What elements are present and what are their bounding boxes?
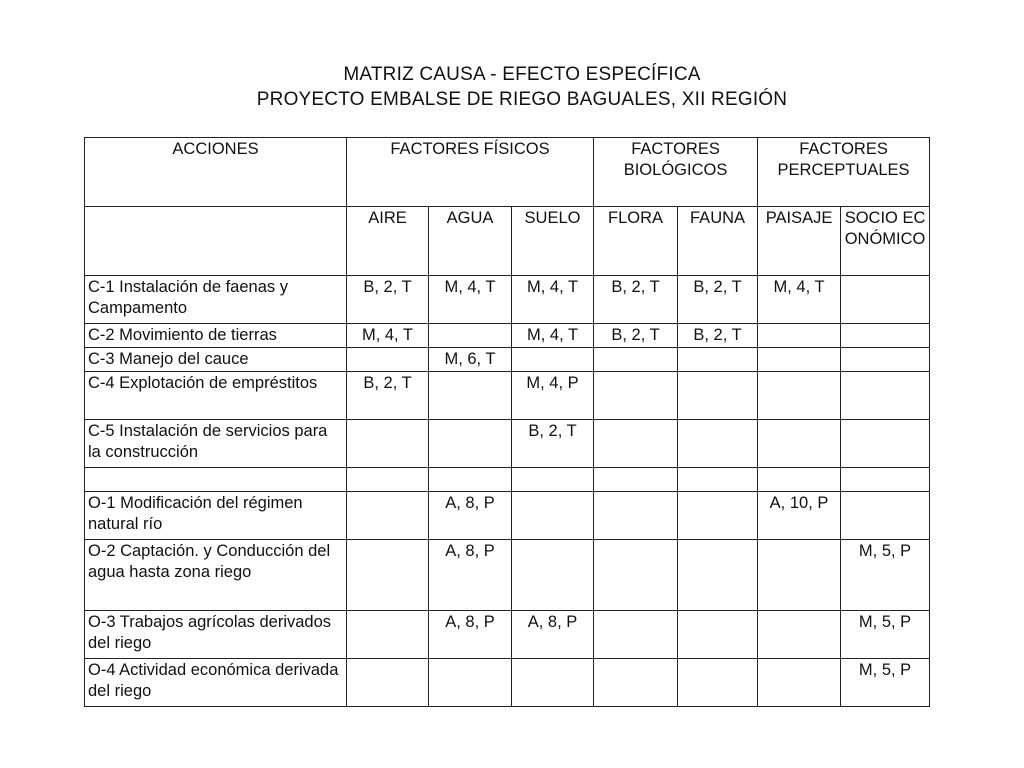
impact-cell-paisaje — [758, 540, 841, 611]
impact-cell-suelo: M, 4, P — [512, 372, 594, 420]
impact-cell-agua: A, 8, P — [429, 540, 512, 611]
title-line-2: PROYECTO EMBALSE DE RIEGO BAGUALES, XII REGIÓN — [256, 89, 788, 110]
header-row-factors — [85, 207, 930, 276]
impact-cell-flora: B, 2, T — [594, 324, 678, 348]
impact-cell-agua — [429, 468, 512, 492]
cause-effect-matrix — [84, 137, 930, 707]
impact-cell-paisaje — [758, 611, 841, 659]
impact-cell-fauna — [678, 372, 758, 420]
table-row — [85, 468, 930, 492]
header-factores-biologicos: FACTORES BIOLÓGICOS — [594, 138, 758, 207]
impact-cell-aire: B, 2, T — [347, 372, 429, 420]
impact-cell-suelo: M, 4, T — [512, 324, 594, 348]
table-row — [85, 324, 930, 348]
header-acciones: ACCIONES — [85, 138, 347, 207]
impact-cell-paisaje — [758, 348, 841, 372]
impact-cell-socio — [841, 276, 930, 324]
impact-cell-aire — [347, 611, 429, 659]
impact-cell-flora — [594, 420, 678, 468]
impact-cell-flora — [594, 540, 678, 611]
impact-cell-paisaje: M, 4, T — [758, 276, 841, 324]
table-row — [85, 540, 930, 611]
impact-cell-socio — [841, 372, 930, 420]
action-cell: C-4 Explotación de empréstitos — [85, 372, 347, 420]
impact-cell-aire — [347, 420, 429, 468]
header-suelo: SUELO — [512, 207, 594, 276]
action-cell: O-4 Actividad económica derivada del riego — [85, 659, 347, 707]
impact-cell-flora — [594, 659, 678, 707]
table-row — [85, 611, 930, 659]
impact-cell-aire: M, 4, T — [347, 324, 429, 348]
action-cell: O-2 Captación. y Conducción del agua hasta zona riego — [85, 540, 347, 611]
impact-cell-suelo — [512, 540, 594, 611]
impact-cell-socio: M, 5, P — [841, 540, 930, 611]
impact-cell-socio: M, 5, P — [841, 659, 930, 707]
impact-cell-fauna — [678, 492, 758, 540]
impact-cell-suelo: B, 2, T — [512, 420, 594, 468]
header-factores-fisicos: FACTORES FÍSICOS — [347, 138, 594, 207]
impact-cell-aire — [347, 659, 429, 707]
impact-cell-flora — [594, 348, 678, 372]
action-cell: O-1 Modificación del régimen natural río — [85, 492, 347, 540]
impact-cell-suelo — [512, 348, 594, 372]
action-cell: C-2 Movimiento de tierras — [85, 324, 347, 348]
impact-cell-paisaje — [758, 372, 841, 420]
impact-cell-agua — [429, 324, 512, 348]
impact-cell-fauna: B, 2, T — [678, 276, 758, 324]
table-row — [85, 492, 930, 540]
impact-cell-fauna: B, 2, T — [678, 324, 758, 348]
impact-cell-fauna — [678, 348, 758, 372]
impact-cell-aire: B, 2, T — [347, 276, 429, 324]
table-row — [85, 420, 930, 468]
header-fauna: FAUNA — [678, 207, 758, 276]
impact-cell-flora: B, 2, T — [594, 276, 678, 324]
impact-cell-agua — [429, 372, 512, 420]
impact-cell-agua — [429, 659, 512, 707]
impact-cell-agua: A, 8, P — [429, 492, 512, 540]
impact-cell-fauna — [678, 611, 758, 659]
table-row — [85, 276, 930, 324]
impact-cell-fauna — [678, 468, 758, 492]
impact-cell-agua: M, 4, T — [429, 276, 512, 324]
impact-cell-paisaje: A, 10, P — [758, 492, 841, 540]
impact-cell-flora — [594, 468, 678, 492]
header-aire: AIRE — [347, 207, 429, 276]
impact-cell-aire — [347, 492, 429, 540]
impact-cell-suelo — [512, 492, 594, 540]
header-paisaje: PAISAJE — [758, 207, 841, 276]
impact-cell-agua: A, 8, P — [429, 611, 512, 659]
action-cell: C-3 Manejo del cauce — [85, 348, 347, 372]
impact-cell-paisaje — [758, 659, 841, 707]
action-cell — [85, 468, 347, 492]
impact-cell-suelo: M, 4, T — [512, 276, 594, 324]
impact-cell-flora — [594, 611, 678, 659]
impact-cell-socio — [841, 420, 930, 468]
impact-cell-fauna — [678, 420, 758, 468]
impact-cell-fauna — [678, 540, 758, 611]
impact-cell-suelo: A, 8, P — [512, 611, 594, 659]
impact-cell-flora — [594, 492, 678, 540]
impact-cell-suelo — [512, 468, 594, 492]
title-line-1: MATRIZ CAUSA - EFECTO ESPECÍFICA — [343, 64, 701, 85]
header-socio-economico: SOCIO ECONÓMICO — [841, 207, 930, 276]
action-cell: C-1 Instalación de faenas y Campamento — [85, 276, 347, 324]
header-flora: FLORA — [594, 207, 678, 276]
impact-cell-flora — [594, 372, 678, 420]
impact-cell-socio: M, 5, P — [841, 611, 930, 659]
header-row-groups — [85, 138, 930, 207]
impact-cell-aire — [347, 348, 429, 372]
impact-cell-aire — [347, 468, 429, 492]
impact-cell-aire — [347, 540, 429, 611]
impact-cell-socio — [841, 492, 930, 540]
action-cell: C-5 Instalación de servicios para la construcción — [85, 420, 347, 468]
impact-cell-paisaje — [758, 324, 841, 348]
impact-cell-paisaje — [758, 468, 841, 492]
table-row — [85, 372, 930, 420]
impact-cell-socio — [841, 468, 930, 492]
impact-cell-agua: M, 6, T — [429, 348, 512, 372]
impact-cell-socio — [841, 348, 930, 372]
table-row — [85, 659, 930, 707]
impact-cell-fauna — [678, 659, 758, 707]
header-factores-perceptuales: FACTORES PERCEPTUALES — [758, 138, 930, 207]
impact-cell-socio — [841, 324, 930, 348]
impact-cell-suelo — [512, 659, 594, 707]
impact-cell-agua — [429, 420, 512, 468]
impact-cell-paisaje — [758, 420, 841, 468]
table-row — [85, 348, 930, 372]
header-agua: AGUA — [429, 207, 512, 276]
header-empty-cell — [85, 207, 347, 276]
action-cell: O-3 Trabajos agrícolas derivados del riego — [85, 611, 347, 659]
